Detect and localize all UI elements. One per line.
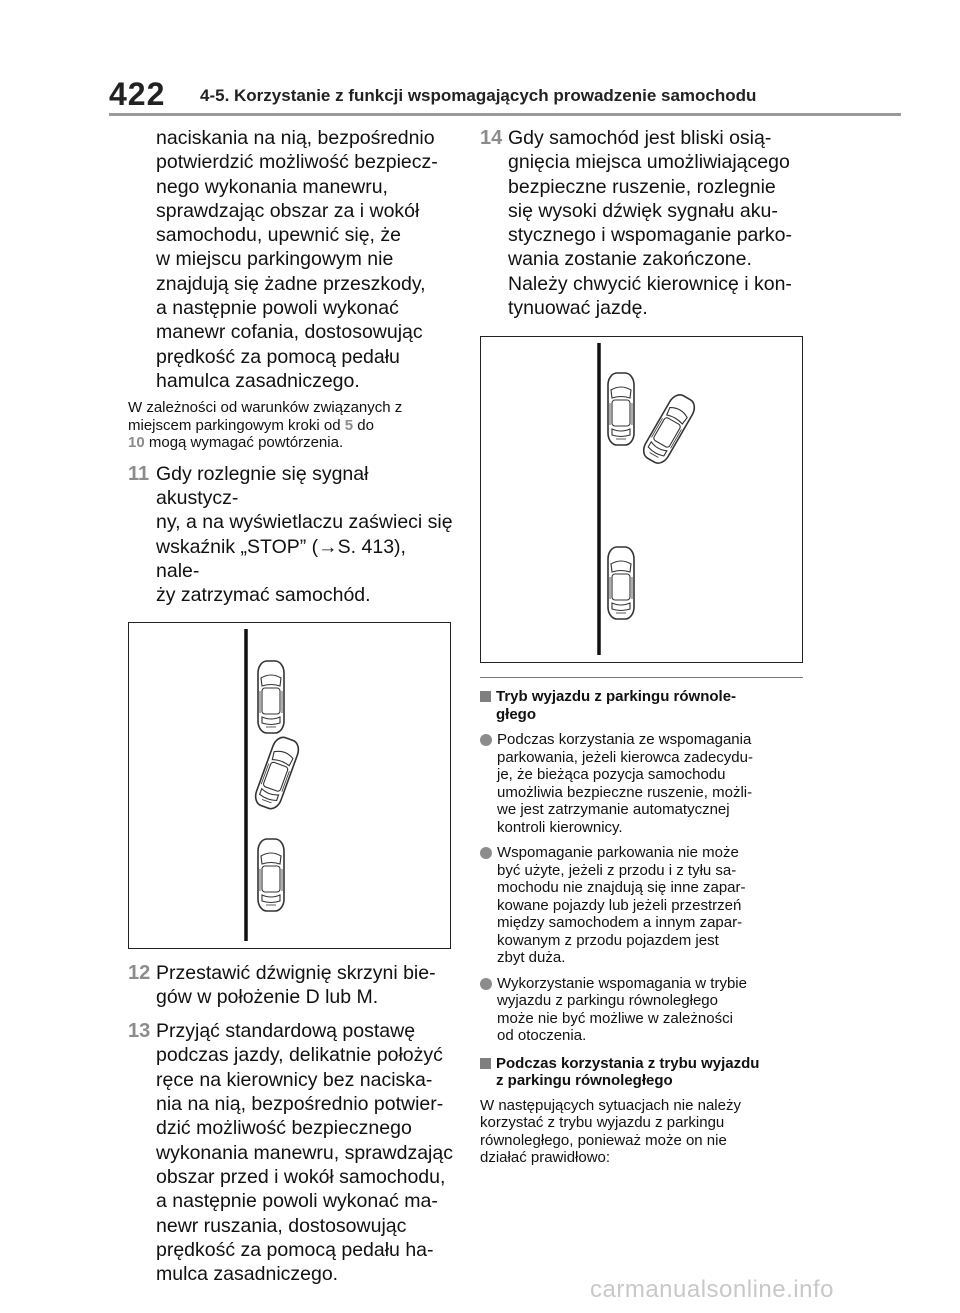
text-line: samochodu, upewnić się, że xyxy=(156,224,401,247)
own-car xyxy=(252,734,301,811)
text-line: parkowania, jeżeli kierowca zadecydu- xyxy=(497,748,753,766)
text-line: wania zostanie zakończone. xyxy=(508,248,752,271)
text-line: a następnie powoli wykonać xyxy=(156,297,399,320)
text-line: W następujących sytuacjach nie należy xyxy=(480,1096,741,1114)
text-line: sprawdzając obszar za i wokół xyxy=(156,199,420,222)
heading-line: z parkingu równoległego xyxy=(496,1072,673,1090)
text-line: Gdy samochód jest bliski osią- xyxy=(508,127,772,149)
text-line: Należy chwycić kierownicę i kon- xyxy=(508,272,792,295)
text-line: Wspomaganie parkowania nie może xyxy=(497,844,739,862)
text-line: potwierdzić możliwość bezpiecz- xyxy=(156,151,438,174)
circle-bullet-icon xyxy=(480,847,492,859)
step-12 xyxy=(128,961,453,1010)
text-line: kowanym z przodu pojazdem jest xyxy=(497,931,719,949)
square-bullet-icon xyxy=(480,691,491,702)
parked-car-rear xyxy=(608,547,634,619)
text-line: kowane pojazdy lub jeżeli przestrzeń xyxy=(497,896,742,914)
text-line: Przestawić dźwignię skrzyni bie- xyxy=(156,961,436,984)
step-number: 12 xyxy=(128,961,151,984)
step-ref-10: 10 xyxy=(128,434,145,452)
text-line: gów w położenie D lub M. xyxy=(156,985,379,1008)
text-line: umożliwia bezpieczne ruszenie, możli- xyxy=(497,783,753,801)
left-column xyxy=(128,126,453,1286)
step-ref-5: 5 xyxy=(344,416,354,434)
text-line: newr ruszania, dostosowując xyxy=(156,1214,407,1237)
note-text: W zależności od warunków związanych z miejscem parkingowym kroki od xyxy=(128,399,403,434)
section-heading-parallel-exit xyxy=(480,688,805,723)
step-number: 14 xyxy=(480,127,503,149)
text-line: bezpieczne ruszenie, rozlegnie xyxy=(508,175,776,198)
step-13 xyxy=(128,1019,453,1286)
text-line: mochodu nie znajdują się inne zapar- xyxy=(497,879,746,897)
parked-car-front xyxy=(258,661,284,733)
circle-bullet-icon xyxy=(480,978,492,990)
text-line: je, że bieżąca pozycja samochodu xyxy=(497,766,726,784)
text-line: nego wykonania manewru, xyxy=(156,175,388,198)
note-text: mogą wymagać powtórzenia. xyxy=(144,434,344,452)
text-line: hamulca zasadniczego. xyxy=(156,369,360,392)
text-line: Przyjąć standardową postawę xyxy=(156,1020,416,1043)
page-number: 422 xyxy=(109,76,166,112)
text-line: Gdy rozlegnie się sygnał akustycz- xyxy=(156,462,369,510)
step-number: 13 xyxy=(128,1020,151,1043)
bullet-item xyxy=(480,844,805,967)
text-line: tynuować jazdę. xyxy=(508,297,648,320)
text-line: między samochodem a innym zapar- xyxy=(497,914,743,932)
text-line: naciskania na nią, bezpośrednio xyxy=(156,127,435,149)
bullet-item xyxy=(480,731,805,836)
text-line: korzystać z trybu wyjazdu z parkingu xyxy=(480,1114,725,1132)
text-line: ży zatrzymać samochód. xyxy=(156,584,371,607)
text-line: ny, a na wyświetlaczu zaświeci się xyxy=(156,511,453,534)
text-line: kontroli kierownicy. xyxy=(497,818,623,836)
heading-line: Podczas korzystania z trybu wyjazdu xyxy=(496,1054,760,1072)
text-line: prędkość za pomocą pedału ha- xyxy=(156,1238,434,1261)
text-line: może nie być możliwe w zależności xyxy=(497,1009,733,1027)
step-14 xyxy=(480,126,805,320)
text-line: od otoczenia. xyxy=(497,1027,587,1045)
section-heading-using-exit-mode xyxy=(480,1055,805,1090)
text-line: wskaźnik „STOP” (→S. 413), nale- xyxy=(156,535,406,582)
text-line: dzić możliwość bezpiecznego xyxy=(156,1117,412,1140)
header-divider xyxy=(109,113,901,116)
watermark: carmanualsonline.info xyxy=(590,1276,834,1303)
continued-paragraph xyxy=(128,126,453,393)
heading-line: głego xyxy=(496,705,536,723)
text-line: prędkość za pomocą pedału xyxy=(156,345,400,368)
text-line: a następnie powoli wykonać ma- xyxy=(156,1190,438,1213)
parking-diagram-exit xyxy=(480,336,803,663)
parked-car-front xyxy=(608,373,634,445)
text-line: się wysoki dźwięk sygnału aku- xyxy=(508,199,778,222)
text-line: stycznego i wspomaganie parko- xyxy=(508,224,792,247)
text-line: ręce na kierownicy bez naciska- xyxy=(156,1068,433,1091)
step-11 xyxy=(128,462,453,608)
text-line: wyjazdu z parkingu równoległego xyxy=(497,992,718,1010)
heading-line: Tryb wyjazdu z parkingu równole- xyxy=(496,688,737,706)
text-line: w miejscu parkingowym nie xyxy=(156,248,394,271)
text-line: zbyt duża. xyxy=(497,949,566,967)
section-paragraph xyxy=(480,1097,805,1167)
chapter-title: 4-5. Korzystanie z funkcji wspomagających prowadzenie samochodu xyxy=(200,86,757,105)
parked-car-rear xyxy=(258,839,284,911)
text-line: obszar przed i wokół samochodu, xyxy=(156,1165,446,1188)
own-car xyxy=(640,392,699,467)
right-column xyxy=(480,126,805,1167)
section-divider xyxy=(480,677,803,678)
text-line: podczas jazdy, delikatnie położyć xyxy=(156,1044,443,1067)
parking-illustration xyxy=(129,623,450,948)
text-line: nia na nią, bezpośrednio potwier- xyxy=(156,1093,444,1116)
text-line: wykonania manewru, sprawdzając xyxy=(156,1141,453,1164)
text-line: Podczas korzystania ze wspomagania xyxy=(497,731,752,749)
text-line: gnięcia miejsca umożliwiającego xyxy=(508,151,790,174)
text-line: znajdują się żadne przeszkody, xyxy=(156,272,426,295)
text-line: we jest zatrzymanie automatycznej xyxy=(497,801,730,819)
parking-diagram-stop xyxy=(128,622,451,949)
text-line: manewr cofania, dostosowując xyxy=(156,321,423,344)
bullet-item xyxy=(480,975,805,1045)
note-text: do xyxy=(353,416,374,434)
text-line: mulca zasadniczego. xyxy=(156,1263,339,1286)
repeat-steps-note xyxy=(128,399,453,452)
step-number: 11 xyxy=(128,462,150,485)
square-bullet-icon xyxy=(480,1058,491,1069)
text-line: działać prawidłowo: xyxy=(480,1149,611,1167)
text-line: być użyte, jeżeli z przodu i z tyłu sa- xyxy=(497,861,737,879)
circle-bullet-icon xyxy=(480,734,492,746)
text-line: Wykorzystanie wspomagania w trybie xyxy=(497,974,747,992)
parking-illustration xyxy=(481,337,802,662)
text-line: równoległego, ponieważ może on nie xyxy=(480,1131,727,1149)
